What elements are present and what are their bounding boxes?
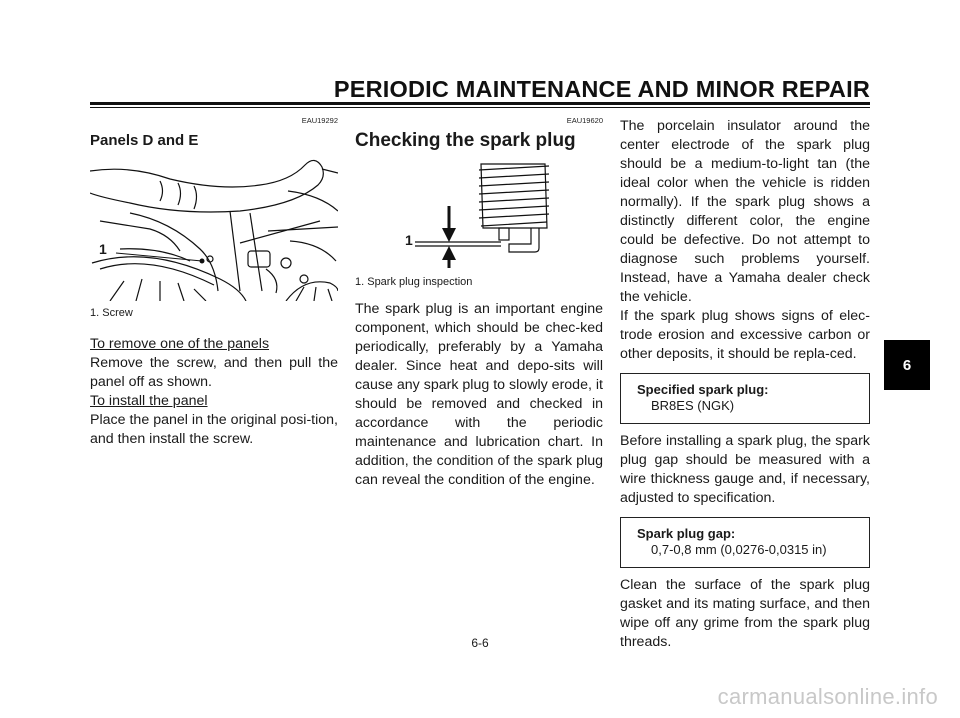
figure-callout-number: 1: [405, 232, 413, 248]
spec-box-plug: [620, 373, 870, 424]
spec-value: BR8ES (NGK): [651, 398, 735, 413]
chapter-tab: 6: [884, 340, 930, 390]
watermark: carmanualsonline.info: [717, 684, 938, 709]
erosion-paragraph: If the spark plug shows signs of elec-trode erosion and excessive carbon or other deposits, it should be repla-ced.: [620, 308, 870, 362]
subheading-remove: To remove one of the panels: [90, 336, 270, 352]
spec-label: Specified spark plug:: [637, 382, 769, 397]
figure-caption: 1. Screw: [90, 307, 133, 319]
remove-instructions: Remove the screw, and then pull the panel off as shown.: [90, 355, 338, 390]
spark-plug-intro-paragraph: The spark plug is an important engine component, which should be chec-ked periodically, preferably by a Yamaha dealer. Since heat and depo-sits will cause any spark plug to slowly erode, it should be removed and checked in accordance with the periodic maintenance and lubrication chart. In addition, the condition of the spark plug can reveal the condition of the engine.: [355, 301, 603, 488]
header-rule: [90, 102, 870, 105]
spec-label: Spark plug gap:: [637, 526, 736, 541]
header-rule-thin: [90, 107, 870, 108]
section-heading: Checking the spark plug: [355, 130, 576, 151]
page-number: 6-6: [471, 636, 489, 650]
figure-caption: 1. Spark plug inspection: [355, 276, 473, 288]
section-code: EAU19292: [301, 116, 338, 125]
column-spark-plug: [355, 116, 603, 490]
spec-value: 0,7-0,8 mm (0,0276-0,0315 in): [651, 542, 827, 557]
spark-plug-figure: [355, 156, 603, 268]
page-header-title: PERIODIC MAINTENANCE AND MINOR REPAIR: [333, 76, 870, 102]
cleaning-paragraph: Clean the surface of the spark plug gasket and its mating surface, and then wipe off any grime from the spark plug threads.: [620, 577, 870, 650]
figure-callout-number: 1: [99, 241, 107, 257]
section-code: EAU19620: [566, 116, 603, 125]
gap-paragraph: Before installing a spark plug, the spark plug gap should be measured with a wire thickness gauge and, if necessary, adjusted to specification.: [620, 433, 870, 506]
column-panels: [90, 116, 338, 449]
spec-box-gap: [620, 517, 870, 568]
spark-plug-illustration: [355, 156, 603, 268]
section-heading: Panels D and E: [90, 132, 199, 149]
panel-figure: [90, 151, 338, 301]
install-instructions: Place the panel in the original posi-tion, and then install the screw.: [90, 412, 338, 447]
column-spark-plug-cont: [620, 117, 870, 652]
motorcycle-panel-illustration: [90, 151, 338, 301]
insulator-paragraph: The porcelain insulator around the center electrode of the spark plug should be a medium-to-light tan (the ideal color when the vehicle is ridden normally). If the spark plug shows a distinctly different color, the engine could be defective. Do not attempt to diagnose such problems yourself. Instead, have a Yamaha dealer check the vehicle.: [620, 118, 870, 305]
subheading-install: To install the panel: [90, 393, 208, 409]
